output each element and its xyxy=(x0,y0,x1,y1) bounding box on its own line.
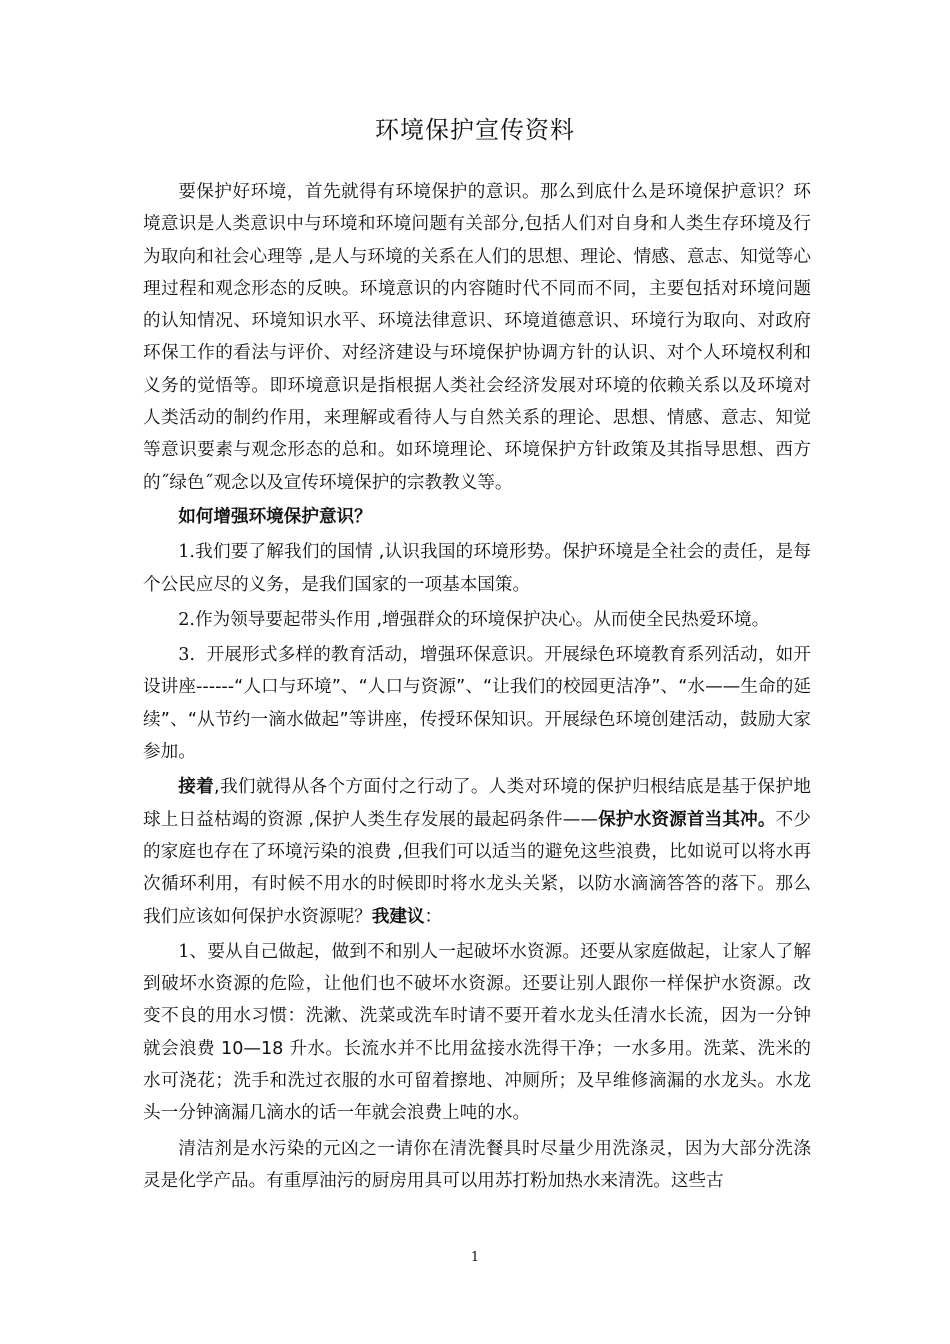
document-title: 环境保护宣传资料 xyxy=(375,116,575,144)
list-item-3 xyxy=(143,639,811,768)
paragraph-detergent: 清洁剂是水污染的元凶之一请你在清洗餐具时尽量少用洗涤灵，因为大部分洗涤灵是化学产品。有重厚油污的厨房用具可以用苏打粉加热水来清洗。这些古 xyxy=(143,1138,811,1191)
document-body xyxy=(143,176,811,1197)
list-item-number: 2. xyxy=(178,609,195,630)
bold-text: 我建议 xyxy=(371,906,425,927)
list-item-1 xyxy=(143,536,811,601)
list-item-text: 开展形式多样的教育活动，增强环保意识。开展绿色环境教育系列活动，如开设讲座------“人口与环境”、“人口与资源”、“让我们的校园更洁净”、“水——生命的延续”、“从节约一滴水做起”等讲座，传授环保知识。开展绿色环境创建活动，鼓励大家参加。 xyxy=(143,645,812,763)
list-item-number: 1、 xyxy=(178,941,208,962)
list-item-text: 作为领导要起带头作用 ,增强群众的环境保护决心。从而使全民热爱环境。 xyxy=(194,609,770,630)
list-item-text: 我们要了解我们的国情 ,认识我国的环境形势。保护环境是全社会的责任，是每个公民应尽的义务，是我们国家的一项基本国策。 xyxy=(143,542,811,595)
bold-text: 保护水资源首当其冲。 xyxy=(597,809,776,830)
list-item-number: 3. xyxy=(178,645,195,666)
paragraph-text: ： xyxy=(424,906,443,927)
paragraph-environmental-awareness: 要保护好环境，首先就得有环境保护的意识。那么到底什么是环境保护意识？环境意识是人类意识中与环境和环境问题有关部分,包括人们对自身和人类生存环境及行为取向和社会心理等 ,是人与环境的关系在人们的思想、理论、情感、意志、知觉等心理过程和观念形态的反映。环境意识的内容随时代不同而不同，主要包括对环境问题的认知情况、环境知识水平、环境法律意识、环境道德意识、环境行为取向、对政府环保工作的看法与评价、对经济建设与环境保护协调方针的认识、对个人环境权利和义务的觉悟等。即环境意识是指根据人类社会经济发展对环境的依赖关系以及环境对人类活动的制约作用，来理解或看待人与自然关系的理论、思想、情感、意志、知觉等意识要素与观念形态的总和。如环境理论、环境保护方针政策及其指导思想、西方的˝绿色˝观念以及宣传环境保护的宗教教义等。 xyxy=(143,182,811,493)
list-item-2 xyxy=(143,604,811,636)
paragraph-text: 不少的家庭也存在了环境污染的浪费 ,但我们可以适当的避免这些浪费，比如说可以将水再次循环利用，有时候不用水的时候即时将水龙头关紧，以防水滴滴答答的落下。那么我们应该如何保护水资源呢？ xyxy=(143,809,811,927)
bold-text: 接着 xyxy=(178,777,215,798)
paragraph-text: ,我们就得从各个方面付之行动了。人类对环境的保护归根结底是基于保护地球上日益枯竭的资源 ,保护人类生存发展的最起码条件—— xyxy=(143,777,811,830)
paragraph-suggestion-1 xyxy=(143,936,811,1130)
paragraph-text: 要从自己做起，做到不和别人一起破坏水资源。还要从家庭做起，让家人了解到破坏水资源的危险，让他们也不破坏水资源。还要让别人跟你一样保护水资源。改变不良的用水习惯：洗漱、洗菜或洗车时请不要开着水龙头任清水长流，因为一分钟就会浪费 10—18 升水。长流水并不比用盆接水洗得干净；一水多用。洗菜、洗米的水可浇花；洗手和洗过衣服的水可留着擦地、冲厕所；及早维修滴漏的水龙头。水龙头一分钟滴漏几滴水的话一年就会浪费上吨的水。 xyxy=(143,941,811,1124)
list-item-number: 1. xyxy=(178,542,195,563)
page-number: 1 xyxy=(470,1250,480,1265)
paragraph-water-protection xyxy=(143,771,811,932)
section-heading: 如何增强环境保护意识？ xyxy=(178,506,372,527)
